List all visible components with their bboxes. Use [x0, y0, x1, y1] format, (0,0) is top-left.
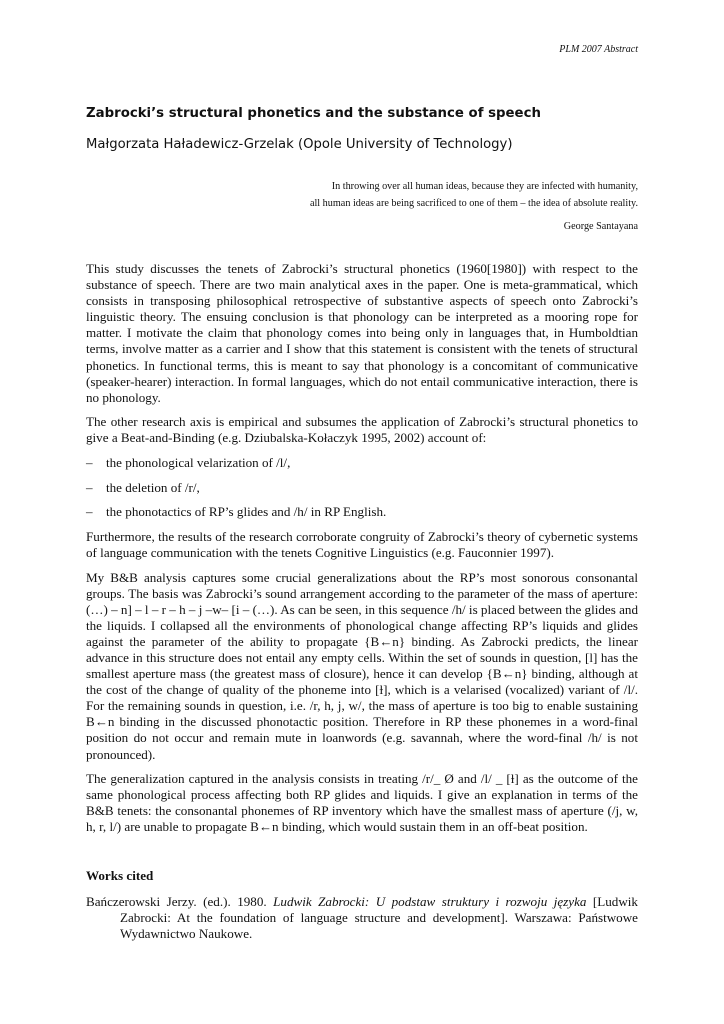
- list-item: [86, 455, 638, 471]
- list-item: [86, 480, 638, 496]
- list-item-text: the phonological velarization of /l/,: [106, 455, 291, 471]
- epigraph: [158, 178, 638, 235]
- reference-details: [Ludwik Zabrocki: At the foundation of language structure and development]. Warszawa: Państwowe Wydawnictwo Naukowe.: [120, 893, 638, 941]
- paragraph-3: Furthermore, the results of the research corroborate congruity of Zabrocki’s theory of cybernetic systems of language communication with the tenets Cognitive Linguistics (e.g. Fauconnier 1997).: [86, 528, 638, 560]
- bullet-dash: –: [86, 504, 93, 520]
- list-item: [86, 504, 638, 520]
- paragraph-2: The other research axis is empirical and subsumes the application of Zabrocki’s structural phonetics to give a Beat-and-Binding (e.g. Dziubalska-Kołaczyk 1995, 2002) account of:: [86, 414, 638, 446]
- list-item-text: the phonotactics of RP’s glides and /h/ in RP English.: [106, 504, 387, 520]
- paragraph-1: This study discusses the tenets of Zabrocki’s structural phonetics (1960[1980]) with respect to the substance of speech. There are two main analytical axes in the paper. One is meta-grammatical, which consists in transposing philosophical retrospective of substantive aspects of speech onto Zabrocki’s linguistic theory. The ensuing conclusion is that phonology can be interpreted as a mooring rope for matter. I motivate the claim that phonology comes into being only in languages that, in Humboldtian terms, involve matter as a carrier and I show that this statement is consistent with the tenets of structural phonetics. In functional terms, this is meant to say that phonology is a concomitant of communicative (speaker-hearer) interaction. In formal languages, which do not entail communicative interaction, there is no phonology.: [86, 261, 638, 405]
- list-item-text: the deletion of /r/,: [106, 479, 200, 495]
- paragraph-4: My B&B analysis captures some crucial generalizations about the RP’s most sonorous consonantal groups. The basis was Zabrocki’s sound arrangement according to the parameter of the mass of aperture: (…) – n] – l – r – h – j –w– [i – (…). As can be seen, in this sequence /h/ is placed between the glides and the liquids. I collapsed all the environments of phonological change affecting RP’s liquids and glides against the parameter of the ability to propagate {B←n} binding. As Zabrocki predicts, the linear advance in this structure does not entail any empty cells. Within the set of sounds in question, [l] has the smallest aperture mass (the greatest mass of closure), hence it can develop {B←n} binding, although at the cost of the change of quality of the phoneme into [ɫ], which is a velarised (vocalized) variant of /l/. For the remaining sounds in question, i.e. /r, h, j, w/, the mass of aperture is too big to enable sustaining B←n binding in the discussed phonotactic position. Therefore in RP these phonemes in a word-final position do not occur and remain mute in loanwords (e.g. savannah, where the word-final /h/ is not pronounced).: [86, 569, 638, 762]
- bullet-dash: –: [86, 455, 93, 471]
- reference-author: Bańczerowski Jerzy. (ed.). 1980.: [86, 893, 267, 909]
- header-note: PLM 2007 Abstract: [559, 44, 638, 55]
- paper-title: Zabrocki’s structural phonetics and the substance of speech: [86, 106, 541, 121]
- reference-entry: [86, 894, 638, 942]
- author-line: Małgorzata Haładewicz-Grzelak (Opole University of Technology): [86, 137, 513, 152]
- paragraph-5: The generalization captured in the analysis consists in treating /r/_ Ø and /l/ _ [ɫ] as the outcome of the same phonological process affecting both RP glides and liquids. I give an explanation in terms of the B&B tenets: the consonantal phonemes of RP inventory which have the smallest mass of aperture (/j, w, h, r, l/) are unable to propagate B←n binding, which would sustain them in an off-beat position.: [86, 771, 638, 835]
- bullet-list: [86, 455, 638, 520]
- works-cited-heading: Works cited: [86, 867, 154, 883]
- epigraph-line-2: all human ideas are being sacrificed to one of them – the idea of absolute reality.: [309, 198, 638, 209]
- reference-title: Ludwik Zabrocki: U podstaw struktury i rozwoju języka: [273, 893, 587, 909]
- bullet-dash: –: [86, 479, 93, 495]
- epigraph-line-1: In throwing over all human ideas, because they are infected with humanity,: [331, 181, 638, 192]
- epigraph-attribution: George Santayana: [563, 221, 638, 232]
- abstract-body: [86, 261, 638, 950]
